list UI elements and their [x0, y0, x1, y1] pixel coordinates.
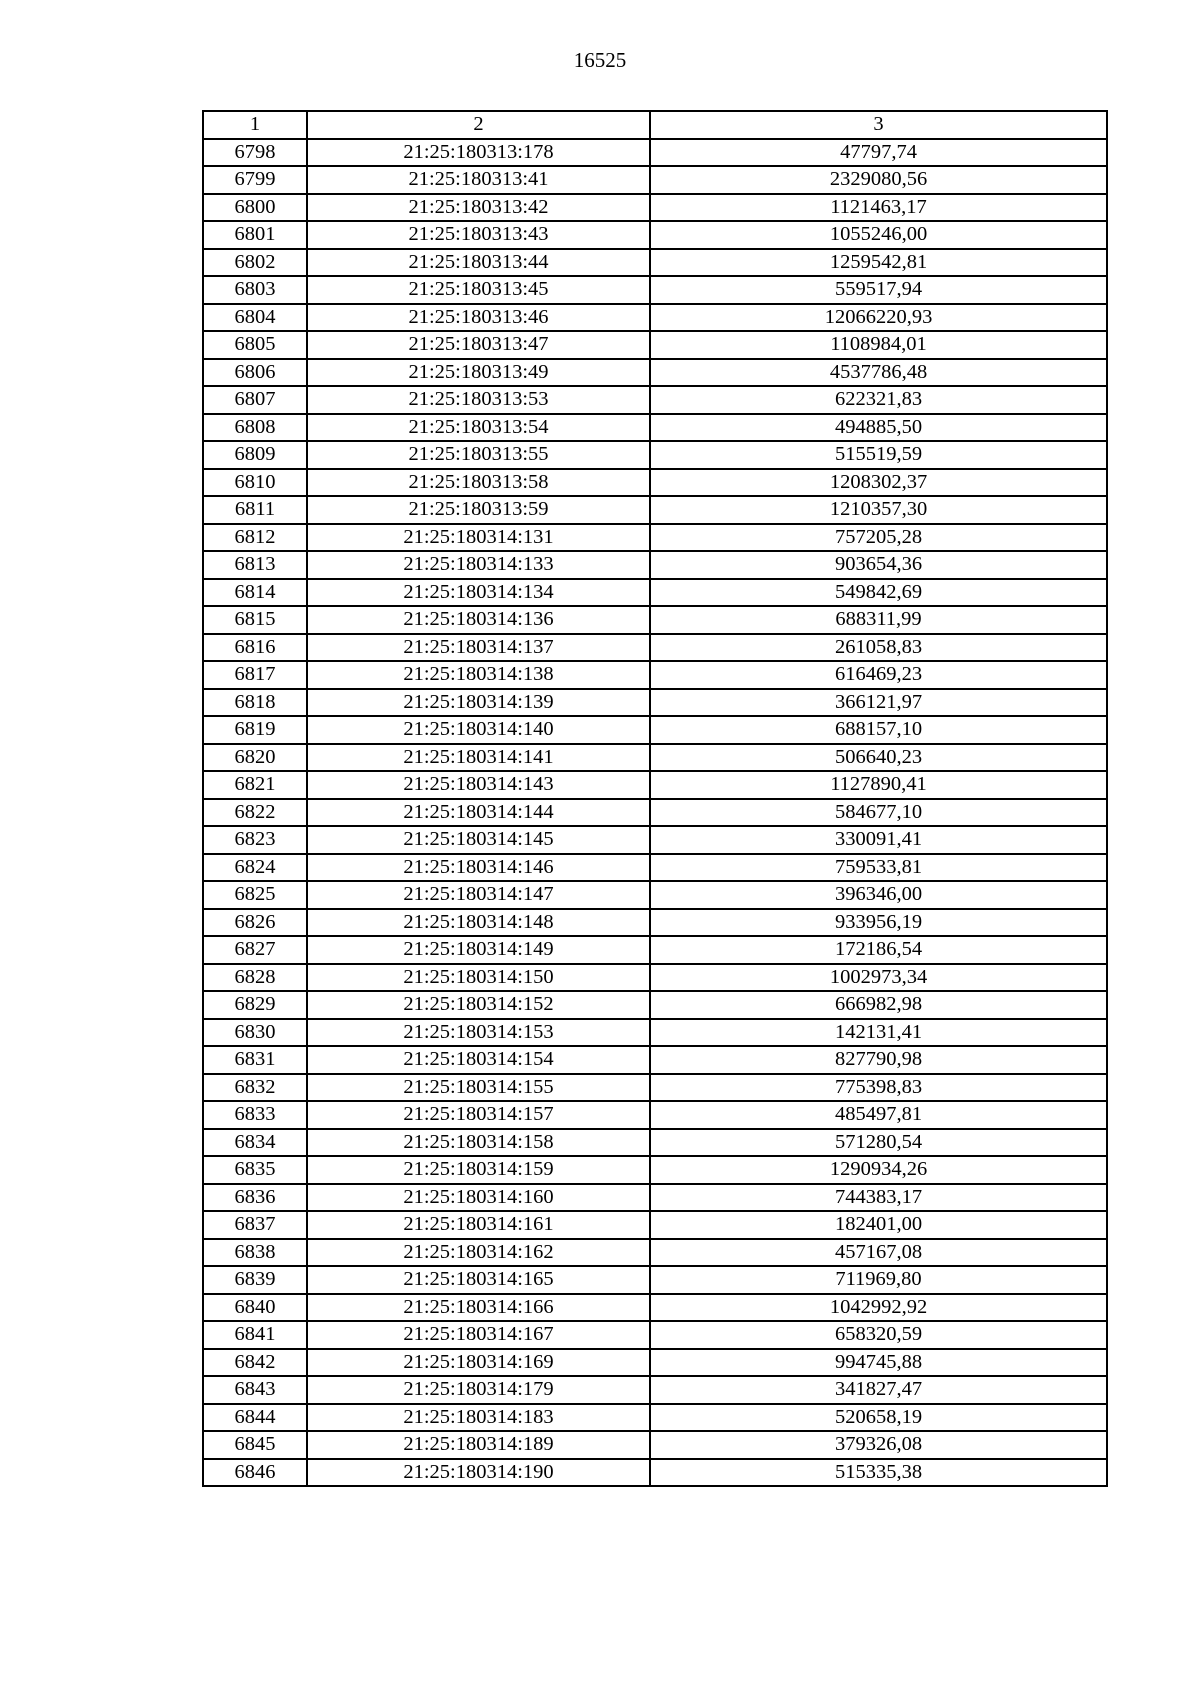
row-number-cell: 6836 — [203, 1184, 307, 1212]
value-cell: 1127890,41 — [650, 771, 1107, 799]
value-cell: 903654,36 — [650, 551, 1107, 579]
table-row — [203, 249, 1107, 277]
value-cell: 571280,54 — [650, 1129, 1107, 1157]
row-number-cell: 6818 — [203, 689, 307, 717]
row-number-cell: 6828 — [203, 964, 307, 992]
row-number-cell: 6839 — [203, 1266, 307, 1294]
row-number-cell: 6798 — [203, 139, 307, 167]
cadastral-number-cell: 21:25:180313:178 — [307, 139, 650, 167]
table-row — [203, 221, 1107, 249]
page-number: 16525 — [573, 48, 627, 72]
table-row — [203, 496, 1107, 524]
value-cell: 341827,47 — [650, 1376, 1107, 1404]
table-row — [203, 579, 1107, 607]
row-number-cell: 6805 — [203, 331, 307, 359]
value-cell: 616469,23 — [650, 661, 1107, 689]
data-table — [202, 110, 1108, 1487]
cadastral-number-cell: 21:25:180313:45 — [307, 276, 650, 304]
row-number-cell: 6840 — [203, 1294, 307, 1322]
cadastral-number-cell: 21:25:180314:138 — [307, 661, 650, 689]
row-number-cell: 6822 — [203, 799, 307, 827]
table-row — [203, 771, 1107, 799]
value-cell: 515335,38 — [650, 1459, 1107, 1487]
table-row — [203, 689, 1107, 717]
value-cell: 182401,00 — [650, 1211, 1107, 1239]
cadastral-number-cell: 21:25:180313:42 — [307, 194, 650, 222]
table-row — [203, 826, 1107, 854]
cadastral-number-cell: 21:25:180313:44 — [307, 249, 650, 277]
table-row — [203, 1156, 1107, 1184]
row-number-cell: 6800 — [203, 194, 307, 222]
value-cell: 494885,50 — [650, 414, 1107, 442]
table-row — [203, 881, 1107, 909]
cadastral-number-cell: 21:25:180314:179 — [307, 1376, 650, 1404]
cadastral-number-cell: 21:25:180314:157 — [307, 1101, 650, 1129]
row-number-cell: 6835 — [203, 1156, 307, 1184]
cadastral-number-cell: 21:25:180314:133 — [307, 551, 650, 579]
table-row — [203, 1431, 1107, 1459]
cadastral-number-cell: 21:25:180314:148 — [307, 909, 650, 937]
row-number-cell: 6842 — [203, 1349, 307, 1377]
header-cell-3: 3 — [650, 111, 1107, 139]
value-cell: 757205,28 — [650, 524, 1107, 552]
value-cell: 994745,88 — [650, 1349, 1107, 1377]
table-row — [203, 166, 1107, 194]
cadastral-number-cell: 21:25:180314:154 — [307, 1046, 650, 1074]
cadastral-number-cell: 21:25:180314:139 — [307, 689, 650, 717]
value-cell: 688311,99 — [650, 606, 1107, 634]
table-row — [203, 524, 1107, 552]
table-row — [203, 1349, 1107, 1377]
value-cell: 1002973,34 — [650, 964, 1107, 992]
row-number-cell: 6833 — [203, 1101, 307, 1129]
cadastral-number-cell: 21:25:180314:166 — [307, 1294, 650, 1322]
row-number-cell: 6812 — [203, 524, 307, 552]
cadastral-number-cell: 21:25:180314:155 — [307, 1074, 650, 1102]
cadastral-number-cell: 21:25:180314:147 — [307, 881, 650, 909]
row-number-cell: 6820 — [203, 744, 307, 772]
row-number-cell: 6806 — [203, 359, 307, 387]
cadastral-number-cell: 21:25:180313:49 — [307, 359, 650, 387]
row-number-cell: 6834 — [203, 1129, 307, 1157]
value-cell: 584677,10 — [650, 799, 1107, 827]
row-number-cell: 6841 — [203, 1321, 307, 1349]
cadastral-number-cell: 21:25:180314:146 — [307, 854, 650, 882]
row-number-cell: 6829 — [203, 991, 307, 1019]
value-cell: 2329080,56 — [650, 166, 1107, 194]
row-number-cell: 6832 — [203, 1074, 307, 1102]
table-row — [203, 304, 1107, 332]
value-cell: 1042992,92 — [650, 1294, 1107, 1322]
cadastral-number-cell: 21:25:180313:47 — [307, 331, 650, 359]
value-cell: 520658,19 — [650, 1404, 1107, 1432]
value-cell: 559517,94 — [650, 276, 1107, 304]
value-cell: 47797,74 — [650, 139, 1107, 167]
value-cell: 506640,23 — [650, 744, 1107, 772]
row-number-cell: 6837 — [203, 1211, 307, 1239]
table-row — [203, 991, 1107, 1019]
value-cell: 775398,83 — [650, 1074, 1107, 1102]
value-cell: 688157,10 — [650, 716, 1107, 744]
row-number-cell: 6809 — [203, 441, 307, 469]
value-cell: 759533,81 — [650, 854, 1107, 882]
value-cell: 549842,69 — [650, 579, 1107, 607]
cadastral-number-cell: 21:25:180314:183 — [307, 1404, 650, 1432]
cadastral-number-cell: 21:25:180313:43 — [307, 221, 650, 249]
cadastral-number-cell: 21:25:180313:58 — [307, 469, 650, 497]
table-row — [203, 331, 1107, 359]
row-number-cell: 6799 — [203, 166, 307, 194]
value-cell: 744383,17 — [650, 1184, 1107, 1212]
table-row — [203, 1459, 1107, 1487]
value-cell: 485497,81 — [650, 1101, 1107, 1129]
table-row — [203, 386, 1107, 414]
row-number-cell: 6814 — [203, 579, 307, 607]
cadastral-number-cell: 21:25:180314:145 — [307, 826, 650, 854]
row-number-cell: 6844 — [203, 1404, 307, 1432]
table-row — [203, 1239, 1107, 1267]
cadastral-number-cell: 21:25:180314:131 — [307, 524, 650, 552]
cadastral-number-cell: 21:25:180314:136 — [307, 606, 650, 634]
table-row — [203, 469, 1107, 497]
table-body — [203, 111, 1107, 1486]
cadastral-number-cell: 21:25:180314:149 — [307, 936, 650, 964]
cadastral-number-cell: 21:25:180313:59 — [307, 496, 650, 524]
row-number-cell: 6817 — [203, 661, 307, 689]
row-number-cell: 6804 — [203, 304, 307, 332]
cadastral-number-cell: 21:25:180314:143 — [307, 771, 650, 799]
header-cell-2: 2 — [307, 111, 650, 139]
table-header-row — [203, 111, 1107, 139]
cadastral-number-cell: 21:25:180314:158 — [307, 1129, 650, 1157]
row-number-cell: 6816 — [203, 634, 307, 662]
cadastral-number-cell: 21:25:180313:46 — [307, 304, 650, 332]
cadastral-number-cell: 21:25:180314:161 — [307, 1211, 650, 1239]
row-number-cell: 6843 — [203, 1376, 307, 1404]
row-number-cell: 6838 — [203, 1239, 307, 1267]
table-row — [203, 1101, 1107, 1129]
row-number-cell: 6825 — [203, 881, 307, 909]
value-cell: 1210357,30 — [650, 496, 1107, 524]
value-cell: 622321,83 — [650, 386, 1107, 414]
cadastral-number-cell: 21:25:180314:134 — [307, 579, 650, 607]
table-row — [203, 964, 1107, 992]
value-cell: 827790,98 — [650, 1046, 1107, 1074]
table-row — [203, 854, 1107, 882]
cadastral-number-cell: 21:25:180313:55 — [307, 441, 650, 469]
table-row — [203, 661, 1107, 689]
table-row — [203, 1046, 1107, 1074]
table-row — [203, 1376, 1107, 1404]
value-cell: 366121,97 — [650, 689, 1107, 717]
row-number-cell: 6813 — [203, 551, 307, 579]
value-cell: 1121463,17 — [650, 194, 1107, 222]
value-cell: 379326,08 — [650, 1431, 1107, 1459]
cadastral-number-cell: 21:25:180314:159 — [307, 1156, 650, 1184]
cadastral-number-cell: 21:25:180314:152 — [307, 991, 650, 1019]
value-cell: 1055246,00 — [650, 221, 1107, 249]
row-number-cell: 6815 — [203, 606, 307, 634]
value-cell: 658320,59 — [650, 1321, 1107, 1349]
table-row — [203, 606, 1107, 634]
table-row — [203, 194, 1107, 222]
cadastral-number-cell: 21:25:180314:189 — [307, 1431, 650, 1459]
value-cell: 396346,00 — [650, 881, 1107, 909]
row-number-cell: 6824 — [203, 854, 307, 882]
cadastral-number-cell: 21:25:180313:53 — [307, 386, 650, 414]
table-row — [203, 414, 1107, 442]
value-cell: 1259542,81 — [650, 249, 1107, 277]
row-number-cell: 6845 — [203, 1431, 307, 1459]
table-row — [203, 909, 1107, 937]
table-row — [203, 1266, 1107, 1294]
value-cell: 4537786,48 — [650, 359, 1107, 387]
row-number-cell: 6819 — [203, 716, 307, 744]
row-number-cell: 6801 — [203, 221, 307, 249]
value-cell: 261058,83 — [650, 634, 1107, 662]
row-number-cell: 6827 — [203, 936, 307, 964]
value-cell: 666982,98 — [650, 991, 1107, 1019]
table-row — [203, 441, 1107, 469]
value-cell: 1108984,01 — [650, 331, 1107, 359]
row-number-cell: 6831 — [203, 1046, 307, 1074]
table-row — [203, 1019, 1107, 1047]
row-number-cell: 6830 — [203, 1019, 307, 1047]
row-number-cell: 6807 — [203, 386, 307, 414]
cadastral-number-cell: 21:25:180314:137 — [307, 634, 650, 662]
value-cell: 142131,41 — [650, 1019, 1107, 1047]
row-number-cell: 6821 — [203, 771, 307, 799]
cadastral-number-cell: 21:25:180314:144 — [307, 799, 650, 827]
row-number-cell: 6803 — [203, 276, 307, 304]
cadastral-number-cell: 21:25:180314:190 — [307, 1459, 650, 1487]
table-row — [203, 1184, 1107, 1212]
table-row — [203, 634, 1107, 662]
row-number-cell: 6810 — [203, 469, 307, 497]
value-cell: 711969,80 — [650, 1266, 1107, 1294]
value-cell: 1208302,37 — [650, 469, 1107, 497]
value-cell: 330091,41 — [650, 826, 1107, 854]
table-row — [203, 551, 1107, 579]
cadastral-number-cell: 21:25:180314:169 — [307, 1349, 650, 1377]
cadastral-number-cell: 21:25:180314:153 — [307, 1019, 650, 1047]
table-row — [203, 1404, 1107, 1432]
table-row — [203, 359, 1107, 387]
cadastral-number-cell: 21:25:180314:141 — [307, 744, 650, 772]
cadastral-number-cell: 21:25:180313:54 — [307, 414, 650, 442]
table-row — [203, 276, 1107, 304]
table-row — [203, 716, 1107, 744]
cadastral-number-cell: 21:25:180314:167 — [307, 1321, 650, 1349]
value-cell: 933956,19 — [650, 909, 1107, 937]
row-number-cell: 6846 — [203, 1459, 307, 1487]
cadastral-number-cell: 21:25:180314:162 — [307, 1239, 650, 1267]
cadastral-number-cell: 21:25:180313:41 — [307, 166, 650, 194]
header-cell-1: 1 — [203, 111, 307, 139]
table-row — [203, 1211, 1107, 1239]
cadastral-number-cell: 21:25:180314:165 — [307, 1266, 650, 1294]
row-number-cell: 6826 — [203, 909, 307, 937]
row-number-cell: 6811 — [203, 496, 307, 524]
value-cell: 1290934,26 — [650, 1156, 1107, 1184]
cadastral-number-cell: 21:25:180314:150 — [307, 964, 650, 992]
table-row — [203, 799, 1107, 827]
row-number-cell: 6808 — [203, 414, 307, 442]
table-row — [203, 1294, 1107, 1322]
value-cell: 12066220,93 — [650, 304, 1107, 332]
cadastral-number-cell: 21:25:180314:160 — [307, 1184, 650, 1212]
table-row — [203, 936, 1107, 964]
table-row — [203, 1321, 1107, 1349]
value-cell: 457167,08 — [650, 1239, 1107, 1267]
cadastral-number-cell: 21:25:180314:140 — [307, 716, 650, 744]
row-number-cell: 6802 — [203, 249, 307, 277]
value-cell: 515519,59 — [650, 441, 1107, 469]
table-row — [203, 1074, 1107, 1102]
table-row — [203, 1129, 1107, 1157]
table-row — [203, 744, 1107, 772]
value-cell: 172186,54 — [650, 936, 1107, 964]
table-row — [203, 139, 1107, 167]
row-number-cell: 6823 — [203, 826, 307, 854]
